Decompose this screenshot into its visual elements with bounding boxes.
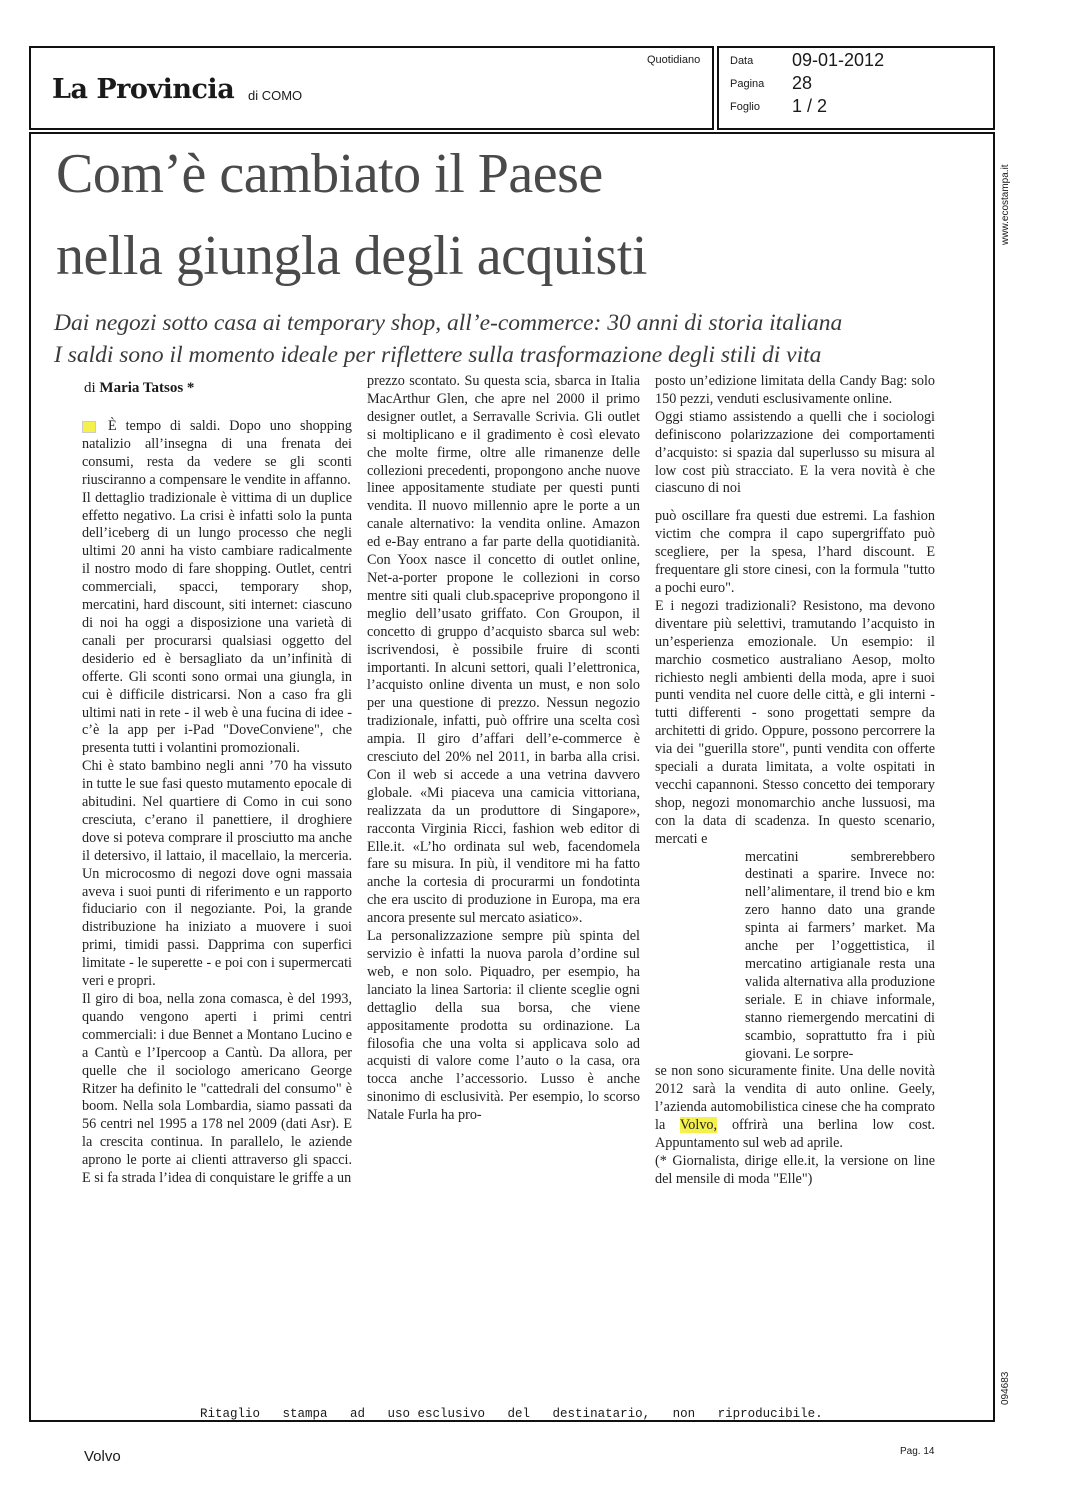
highlighted-keyword: Volvo,	[679, 1117, 718, 1134]
publication-type: Quotidiano	[647, 54, 701, 66]
headline-line-1: Com’è cambiato il Paese	[56, 143, 603, 205]
paragraph: Oggi stiamo assistendo a quelli che i sociologi definiscono polarizzazione dei comportamenti d’acquisto: si spazia dal superlusso su misura al low cost più stracciato. E la vera novità è che ciascuno di noi	[655, 408, 935, 497]
byline-prefix: di	[84, 380, 100, 396]
paragraph: può oscillare fra questi due estremi. La fashion victim che compra il capo supergriffato può scegliere, per la spesa, l’hard discount. E frequentare gli store cinesi, con la formula "tutto a pochi euro".	[655, 508, 935, 596]
paragraph: posto un’edizione limitata della Candy Bag: solo 150 pezzi, venduti esclusivamente online.	[655, 373, 935, 407]
sheet-value: 1 / 2	[792, 96, 828, 116]
page-number: Pag. 14	[900, 1446, 935, 1457]
author-name: Maria Tatsos *	[99, 380, 195, 396]
edition-label: di COMO	[248, 88, 303, 103]
paragraph: È tempo di saldi. Dopo uno shopping natalizio all’insegna di una frenata dei consumi, resta da vedere se gli sconti riusciranno a compensare le vendite in affanno.	[82, 418, 352, 488]
article-column-2	[367, 373, 640, 1125]
article-column-1	[82, 418, 352, 1188]
paragraph: E i negozi tradizionali? Resistono, ma devono diventare più selettivi, tramutando l’acquisto in un’esperienza emozionale. Un esempio: il marchio cosmetico australiano Aesop, molto richiesto negli ambienti della moda, apre i suoi punti vendita nel cuore delle città, e gli interni - tutti differenti - sono progettati sempre da architetti di grido. Oppure, possono percorrere la via dei "guerilla store", punti vendita con offerte speciali a durata limitata, a volte ospitati in vecchi capannoni. Stesso concetto dei temporary shop, negozi monomarchio anche lussuosi, ma con la data di scadenza. In questo scenario, mercati e	[655, 597, 935, 847]
page-label: Pagina	[730, 78, 765, 90]
keyword-label: Volvo	[84, 1448, 121, 1465]
subheadline-line-2: I saldi sono il momento ideale per riflettere sulla trasformazione degli stili di vita	[54, 342, 822, 368]
date-value: 09-01-2012	[792, 50, 885, 70]
side-code: 094683	[1000, 1371, 1011, 1405]
byline	[84, 380, 194, 397]
paragraph: se non sono sicuramente finite. Una delle novità 2012 sarà la vendita di auto online. Geely, l’azienda automobilistica cinese che ha comprato la Volvo, offrirà una berlina low cost. Appuntamento sul web ad aprile.	[655, 1063, 936, 1152]
article-column-3	[655, 373, 935, 1189]
headline-line-2: nella giungla degli acquisti	[56, 225, 647, 287]
disclaimer: Ritaglio stampa ad uso esclusivo del destinatario, non riproducibile.	[200, 1407, 823, 1421]
date-label: Data	[730, 55, 754, 67]
bullet-icon	[82, 421, 96, 433]
paragraph: Il giro di boa, nella zona comasca, è del 1993, quando vengono aperti i primi centri commerciali: i due Bennet a Montano Lucino e a Cantù e l’Ipercoop a Cantù. Da allora, per quelle che il sociologo americano George Ritzer ha definito le "cattedrali del consumo" è boom. Nella sola Lombardia, siamo passati da 56 centri nel 1995 a 178 nel 2009 (dati Asr). E la crescita continua. In parallelo, le aziende aprono le porte ai clienti attraverso gli spacci. E si fa strada l’idea di conquistare le griffe a un	[82, 991, 352, 1187]
paragraph: Il dettaglio tradizionale è vittima di un duplice effetto negativo. La crisi è infatti solo la punta dell’iceberg di un lungo processo che negli ultimi 20 anni ha visto cambiare radicalmente il nostro modo di fare shopping. Outlet, centri commerciali, spacci, temporary shop, mercatini, hard discount, siti internet: ciascuno di noi ha oggi a disposizione una varietà di canali per procurarsi qualsiasi oggetto del desiderio ed è bersagliato da un’infinità di offerte. Gli sconti sono ormai una giungla, in cui è difficile districarsi. Non a caso fra gli ultimi nati in rete - il web è una fucina di idee - c’è la app per i-Pad "DoveConviene", che presenta tutti i volantini promozionali.	[82, 489, 352, 757]
side-url: www.ecostampa.it	[1000, 164, 1011, 245]
sheet-label: Foglio	[730, 101, 760, 113]
paragraph: La personalizzazione sempre più spinta del servizio è infatti la nuova parola d’ordine sul web, e non solo. Piquadro, per esempio, ha lanciato la linea Sartoria: il cliente sceglie ogni dettaglio della sua borsa, che viene appositamente prodotta su ordinazione. La filosofia che una volta si applicava solo ad acquisti di valore come l’auto o la casa, ora tocca anche l’accessorio. Lusso è anche sinonimo di esclusività. Per esempio, lo scorso Natale Furla ha pro-	[367, 928, 640, 1124]
author-note: (* Giornalista, dirige elle.it, la versione on line del mensile di moda "Elle")	[655, 1152, 935, 1187]
newspaper-logo: La Provincia	[52, 74, 235, 105]
paragraph: mercatini sembrerebbero destinati a sparire. Invece no: nell’alimentare, il trend bio e km zero hanno dato una grande spinta ai farmers’ market. Ma anche per l’oggettistica, il mercatino artigianale resta una valida alternativa alla produzione seriale. E in chiave informale, stanno riemergendo mercatini di scambio, soprattutto fra i più giovani. Le sorpre-	[745, 848, 935, 1062]
subheadline-line-1: Dai negozi sotto casa ai temporary shop, all’e-commerce: 30 anni di storia italiana	[54, 310, 843, 336]
paragraph: Chi è stato bambino negli anni ’70 ha vissuto in tutte le sue fasi questo mutamento epocale di abitudini. Nel quartiere di Como in cui sono cresciuta, c’erano il panettiere, il droghiere dove si poteva comprare il prosciutto ma anche il detersivo, il lattaio, il macellaio, la merceria. Un microcosmo di negozi dove ogni massaia aveva i suoi punti di riferimento e un rapporto fiduciario con il negoziante. Poi, la grande distribuzione ha iniziato a muovere i suoi primi, timidi passi. Dapprima con superfici limitate - le superette - e poi con i supermercati veri e propri.	[82, 758, 352, 990]
page-value: 28	[792, 73, 813, 93]
paragraph: prezzo scontato. Su questa scia, sbarca in Italia MacArthur Glen, che apre nel 2000 il primo designer outlet, a Serravalle Scrivia. Gli outlet si moltiplicano e il gradimento è così elevato che molte firme, oltre alle rimanenze delle collezioni precedenti, propongono anche nuove linee appositamente studiate per questi punti vendita. Il nuovo millennio apre le porte a un canale alternativo: la vendita online. Amazon ed e-Bay entrano a far parte della quotidianità. Con Yoox nasce il concetto di outlet online, Net-a-porter propone le collezioni in corso mentre siti quali club.spaceprive propongono il meglio dell’usato griffato. Con Groupon, il concetto di gruppo d’acquisto sbarca sul web: iscrivendosi, è possibile fruire di sconti importanti. In alcuni settori, quali l’elettronica, l’acquisto online diventa un must, e non solo per una questione di prezzo. Nessun negozio tradizionale, infatti, può offrire una scelta così ampia. Il giro d’affari dell’e-commerce è cresciuto del 20% nel 2011, in barba alla crisi. Con il web si accede a una vetrina davvero globale. «Mi piaceva una camicia vittoriana, realizzata da un produttore di Singapore», racconta Virginia Ricci, fashion web editor di Elle.it. «L’ho ordinata sul web, facendomela fare su misura. In più, il venditore mi ha fatto anche la cortesia di procurarmi un fondotinta che era uscito di produzione in Europa, ma era ancora presente sul mercato asiatico».	[367, 373, 640, 927]
